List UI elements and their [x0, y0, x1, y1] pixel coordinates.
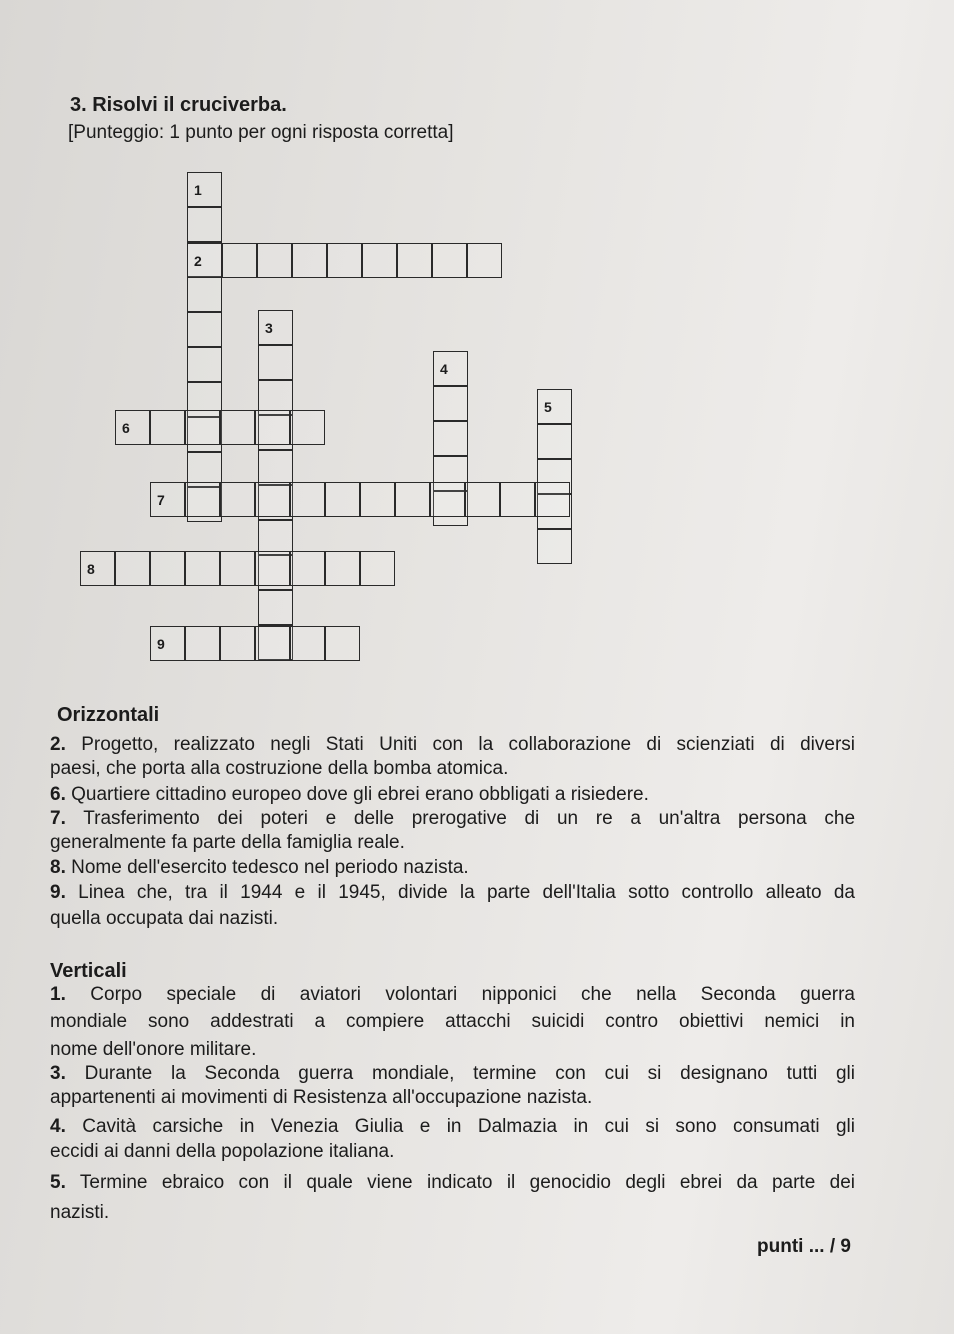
- clue-across-7-line-1: 7. Trasferimento dei poteri e delle prerogative di un re a un'altra persona che: [50, 808, 856, 829]
- crossword-cell[interactable]: [150, 410, 185, 445]
- crossword-cell[interactable]: [255, 551, 290, 586]
- across-heading: Orizzontali: [57, 704, 160, 726]
- clue-across-2-line-1: 2. Progetto, realizzato negli Stati Uniti con la collaborazione di scienziati di diversi: [50, 734, 856, 755]
- crossword-cell[interactable]: [325, 551, 360, 586]
- crossword-cell[interactable]: [220, 410, 255, 445]
- crossword-cell[interactable]: [360, 551, 395, 586]
- crossword-cell[interactable]: [327, 243, 362, 278]
- clue-down-4-line-2: eccidi ai danni della popolazione italiana.: [50, 1141, 395, 1162]
- crossword-cell[interactable]: [185, 626, 220, 661]
- crossword-cell[interactable]: [290, 410, 325, 445]
- crossword-cell[interactable]: [292, 243, 327, 278]
- clue-number: 1: [194, 182, 202, 198]
- crossword-cell[interactable]: [187, 207, 222, 242]
- crossword-cell[interactable]: [362, 243, 397, 278]
- crossword-cell[interactable]: [220, 626, 255, 661]
- clue-down-5-line-2: nazisti.: [50, 1202, 110, 1223]
- crossword-cell[interactable]: [325, 626, 360, 661]
- exercise-title: 3. Risolvi il cruciverba.: [70, 94, 287, 116]
- crossword-cell[interactable]: [537, 424, 572, 459]
- clue-number: 8: [87, 561, 95, 577]
- clue-across-2-line-2: paesi, che porta alla costruzione della bomba atomica.: [50, 758, 509, 779]
- crossword-cell[interactable]: [258, 450, 293, 485]
- crossword-cell[interactable]: [185, 551, 220, 586]
- crossword-cell[interactable]: [360, 482, 395, 517]
- clue-across-9-line-2: quella occupata dai nazisti.: [50, 908, 279, 929]
- crossword-cell[interactable]: [220, 551, 255, 586]
- crossword-cell[interactable]: [535, 482, 570, 517]
- crossword-cell[interactable]: [258, 520, 293, 555]
- clue-down-1-line-1: 1. Corpo speciale di aviatori volontari nipponici che nella Seconda guerra: [50, 984, 856, 1005]
- clue-number: 3: [265, 320, 273, 336]
- exercise-scoring: [Punteggio: 1 punto per ogni risposta corretta]: [68, 122, 454, 143]
- crossword-cell[interactable]: [290, 626, 325, 661]
- crossword-cell[interactable]: [150, 551, 185, 586]
- crossword-cell[interactable]: [255, 482, 290, 517]
- crossword-cell[interactable]: [257, 243, 292, 278]
- crossword-cell[interactable]: [433, 421, 468, 456]
- crossword-cell[interactable]: [187, 312, 222, 347]
- crossword-cell[interactable]: [290, 551, 325, 586]
- crossword-cell[interactable]: [150, 626, 185, 661]
- crossword-cell[interactable]: [432, 243, 467, 278]
- clue-number: 2: [194, 253, 202, 269]
- clue-number: 6: [122, 420, 130, 436]
- crossword-cell[interactable]: [187, 243, 222, 278]
- crossword-cell[interactable]: [115, 410, 150, 445]
- clue-down-1-line-3: nome dell'onore militare.: [50, 1039, 257, 1060]
- crossword-cell[interactable]: [537, 529, 572, 564]
- crossword-cell[interactable]: [80, 551, 115, 586]
- crossword-cell[interactable]: [115, 551, 150, 586]
- crossword-cell[interactable]: [255, 410, 290, 445]
- crossword-cell[interactable]: [433, 351, 468, 386]
- clue-down-3-line-2: appartenenti ai movimenti di Resistenza all'occupazione nazista.: [50, 1087, 593, 1108]
- crossword-cell[interactable]: [325, 482, 360, 517]
- clue-down-3-line-1: 3. Durante la Seconda guerra mondiale, termine con cui si designano tutti gli: [50, 1063, 855, 1084]
- crossword-cell[interactable]: [258, 345, 293, 380]
- crossword-cell[interactable]: [500, 482, 535, 517]
- clue-across-7-line-2: generalmente fa parte della famiglia reale.: [50, 832, 405, 853]
- clue-down-4-line-1: 4. Cavità carsiche in Venezia Giulia e in Dalmazia in cui si sono consumati gli: [50, 1116, 855, 1137]
- crossword-cell[interactable]: [467, 243, 502, 278]
- clue-down-1-line-2: mondiale sono addestrati a compiere attacchi suicidi contro obiettivi nemici in: [50, 1011, 855, 1032]
- clue-number: 5: [544, 399, 552, 415]
- crossword-cell[interactable]: [258, 590, 293, 625]
- crossword-cell[interactable]: [255, 626, 290, 661]
- crossword-cell[interactable]: [220, 482, 255, 517]
- crossword-cell[interactable]: [187, 172, 222, 207]
- clue-number: 9: [157, 636, 165, 652]
- crossword-cell[interactable]: [537, 389, 572, 424]
- crossword-cell[interactable]: [185, 410, 220, 445]
- crossword-cell[interactable]: [187, 347, 222, 382]
- crossword-cell[interactable]: [430, 482, 465, 517]
- crossword-cell[interactable]: [258, 310, 293, 345]
- crossword-cell[interactable]: [187, 277, 222, 312]
- clue-across-6: 6. Quartiere cittadino europeo dove gli ebrei erano obbligati a risiedere.: [50, 784, 649, 805]
- crossword-cell[interactable]: [290, 482, 325, 517]
- crossword-cell[interactable]: [150, 482, 185, 517]
- crossword-cell[interactable]: [433, 386, 468, 421]
- clue-across-9-line-1: 9. Linea che, tra il 1944 e il 1945, divide la parte dell'Italia sotto controllo alleato da: [50, 882, 856, 903]
- clue-across-8: 8. Nome dell'esercito tedesco nel periodo nazista.: [50, 857, 469, 878]
- crossword-cell[interactable]: [395, 482, 430, 517]
- clue-number: 7: [157, 492, 165, 508]
- total-score: punti ... / 9: [757, 1236, 851, 1257]
- crossword-cell[interactable]: [222, 243, 257, 278]
- crossword-cell[interactable]: [185, 482, 220, 517]
- crossword-cell[interactable]: [465, 482, 500, 517]
- crossword-cell[interactable]: [397, 243, 432, 278]
- clue-number: 4: [440, 361, 448, 377]
- down-heading: Verticali: [50, 960, 127, 982]
- clue-down-5-line-1: 5. Termine ebraico con il quale viene indicato il genocidio degli ebrei da parte dei: [50, 1172, 856, 1193]
